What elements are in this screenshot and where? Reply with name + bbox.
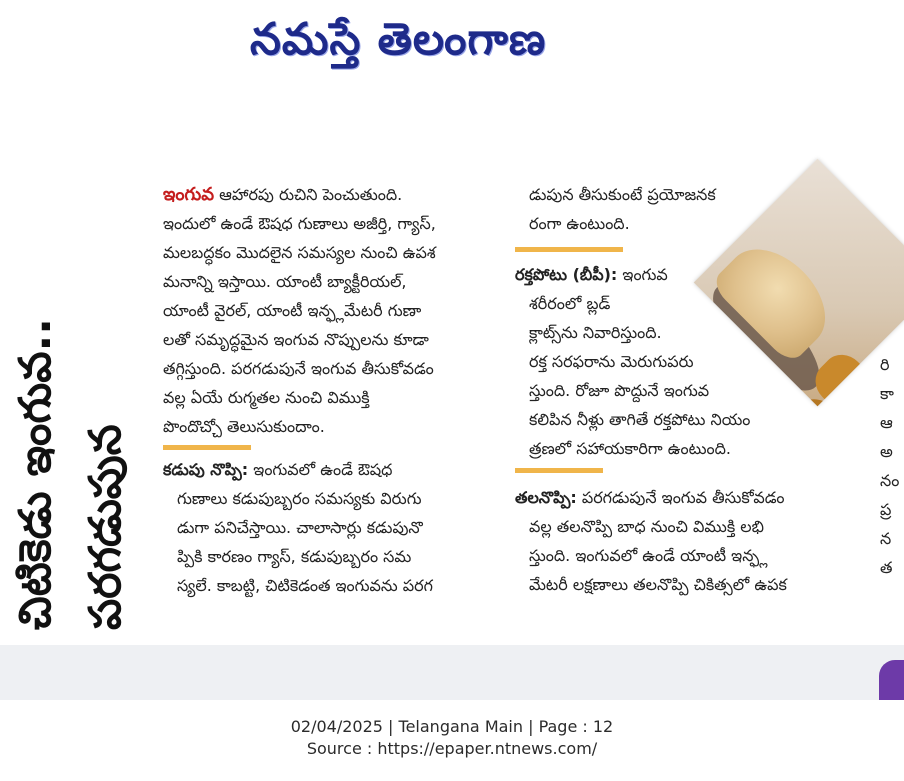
subhead-blood-pressure: రక్తపోటు (బీపీ): (515, 265, 618, 284)
body-line: మనాన్ని ఇస్తాయి. యాంటీ బ్యాక్టీరియల్, (163, 272, 407, 291)
body-line: క్లాట్స్‌ను నివారిస్తుంది. (529, 323, 662, 342)
article-headline (10, 170, 150, 630)
body-line: రంగా ఉంటుంది. (529, 214, 630, 233)
body-line: త్రణలో సహాయకారిగా ఉంటుంది. (529, 439, 731, 458)
adjacent-column-fragment (880, 350, 899, 582)
asafoetida-photo (700, 170, 904, 420)
fragment-line: రి (880, 355, 890, 374)
subhead-stomach-pain: కడుపు నొప్పి: (163, 460, 249, 479)
fragment-line: అ (880, 442, 893, 461)
headline-line-2: పరగడుపున (80, 424, 131, 630)
resin-lump (807, 346, 881, 406)
headline-line-1: చిటికెడు ఇంగువ.. (10, 318, 61, 630)
resin-lump (775, 389, 856, 407)
fragment-line: ప్ర (880, 500, 892, 519)
body-line: స్తుంది. రోజూ పొద్దునే ఇంగువ (529, 381, 710, 400)
newspaper-logo: నమస్తే తెలంగాణ (250, 14, 547, 65)
subhead-text: ఇంగువ (617, 265, 668, 284)
column-1 (163, 180, 493, 441)
body-line: గుణాలు కడుపుబ్బరం సమస్యకు విరుగు (177, 489, 422, 508)
body-line: శరీరంలో బ్లడ్ (529, 294, 611, 313)
fragment-line: నం (880, 471, 900, 490)
body-line: లతో సమృద్ధమైన ఇంగువ నొప్పులను కూడా (163, 330, 429, 349)
body-line: పొందొచ్చో తెలుసుకుందాం. (163, 417, 325, 436)
masthead (0, 0, 904, 90)
subhead-line (163, 455, 493, 484)
section-divider (163, 445, 251, 450)
body-line: వల్ల ఏయే రుగ్మతల నుంచి విముక్తి (163, 388, 370, 407)
body-line: తగ్గిస్తుంది. పరగడుపునే ఇంగువ తీసుకోవడం (163, 359, 434, 378)
article (0, 150, 904, 645)
subhead-headache: తలనొప్పి: (515, 488, 577, 507)
lead-paragraph-line (163, 180, 493, 209)
edition-info: 02/04/2025 | Telangana Main | Page : 12 (290, 717, 614, 736)
section-divider (515, 468, 603, 473)
body-line: యాంటీ వైరల్, యాంటీ ఇన్ఫ్లమేటరీ గుణా (163, 301, 422, 320)
powder-mound (709, 231, 843, 365)
source-link[interactable]: Source : https://epaper.ntnews.com/ (306, 739, 598, 758)
body-line: డుపున తీసుకుంటే ప్రయోజనక (529, 185, 716, 204)
fragment-line: కా (880, 384, 894, 403)
fragment-line: త (880, 558, 893, 577)
photo-frame (694, 159, 904, 406)
subhead-text: ఇంగువలో ఉండే ఔషధ (248, 460, 393, 479)
section-divider (515, 247, 623, 252)
body-line: స్తుంది. ఇంగువలో ఉండే యాంటీ ఇన్ఫ్ల (529, 546, 768, 565)
fragment-line: న (880, 529, 892, 548)
body-line: మలబద్ధకం మొదలైన సమస్యల నుంచి ఉపశ (163, 243, 436, 262)
accent-tab (879, 660, 904, 700)
body-line: కలిపిన నీళ్లు తాగితే రక్తపోటు నియం (529, 410, 751, 429)
body-line: స్యలే. కాబట్టి, చిటికెడంత ఇంగువను పరగ (177, 576, 433, 595)
body-line: ప్పికి కారణం గ్యాస్, కడుపుబ్బరం సమ (177, 547, 412, 566)
body-line: రక్త సరఫరాను మెరుగుపరు (529, 352, 694, 371)
body-line: ఇందులో ఉండే ఔషధ గుణాలు అజీర్తి, గ్యాస్, (163, 214, 436, 233)
page-bottom-band (0, 645, 904, 700)
subhead-text: పరగడుపునే ఇంగువ తీసుకోవడం (576, 488, 785, 507)
body-line: వల్ల తలనొప్పి బాధ నుంచి విముక్తి లభి (529, 517, 764, 536)
source-footer (0, 716, 904, 760)
lead-word: ఇంగువ (163, 184, 215, 205)
stomach-pain-section (163, 455, 493, 600)
subhead-line (515, 483, 785, 512)
headache-section (515, 483, 785, 599)
body-line: మేటరీ లక్షణాలు తలనొప్పి చికిత్సలో ఉపక (529, 575, 787, 594)
lead-text: ఆహారపు రుచిని పెంచుతుంది. (214, 185, 403, 204)
fragment-line: ఆ (880, 413, 893, 432)
body-line: డుగా పనిచేస్తాయి. చాలాసార్లు కడుపునొ (177, 518, 423, 537)
